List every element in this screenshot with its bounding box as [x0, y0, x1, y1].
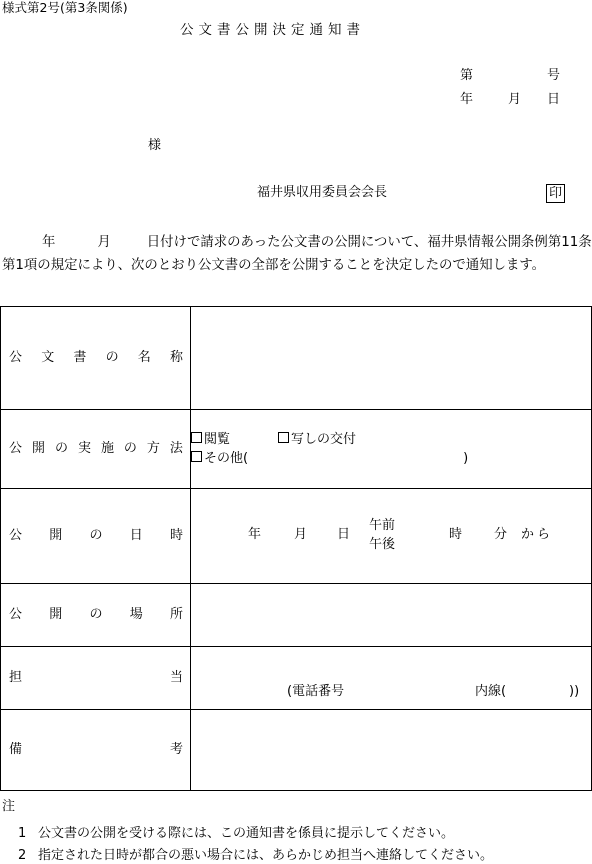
option-copy-label: 写しの交付 — [291, 432, 357, 447]
label-char: 備 — [9, 741, 23, 757]
checkbox-copy[interactable] — [278, 432, 289, 443]
label-char: 公 — [9, 440, 23, 456]
checkbox-other[interactable] — [191, 451, 202, 462]
addressee-suffix: 様 — [148, 138, 162, 153]
label-char: 時 — [169, 527, 183, 543]
label-char: 施 — [100, 440, 114, 456]
value-document-name — [191, 307, 592, 410]
date-year-label: 年 — [460, 92, 474, 107]
contact-close: )) — [569, 684, 580, 699]
note-number: 1 — [18, 826, 27, 841]
datetime-am-label: 午前 — [369, 518, 396, 533]
note-item — [18, 826, 454, 842]
datetime-pm-label: 午後 — [369, 537, 396, 552]
label-remarks — [1, 710, 191, 791]
number-suffix: 号 — [547, 68, 561, 83]
option-other-label: その他( — [204, 451, 249, 466]
table-row-disclosure-datetime — [1, 489, 592, 584]
label-char: 開 — [49, 606, 63, 622]
label-char: 担 — [9, 669, 23, 685]
label-char: の — [54, 440, 68, 456]
label-char: 場 — [129, 606, 143, 622]
label-char: 実 — [77, 440, 91, 456]
body-year-label: 年 — [42, 235, 56, 250]
contact-extension-label: 内線( — [475, 684, 507, 699]
label-char: 公 — [9, 527, 23, 543]
value-disclosure-place — [191, 584, 592, 647]
table-row-remarks — [1, 710, 592, 791]
label-char: の — [89, 527, 103, 543]
label-char: 当 — [169, 669, 183, 685]
label-char: 書 — [73, 349, 87, 365]
label-contact — [1, 647, 191, 710]
note-item — [18, 848, 493, 864]
datetime-minute-label: 分 — [494, 527, 508, 542]
note-text: 指定された日時が都合の悪い場合には、あらかじめ担当へ連絡してください。 — [38, 848, 494, 863]
notice-body — [2, 231, 592, 277]
datetime-year-label: 年 — [248, 527, 262, 542]
document-title: 公文書公開決定通知書 — [180, 22, 365, 38]
value-disclosure-datetime — [191, 489, 592, 584]
label-document-name — [1, 307, 191, 410]
table-row-document-name — [1, 307, 592, 410]
table-row-contact — [1, 647, 592, 710]
table-row-disclosure-method — [1, 410, 592, 489]
datetime-from-label: から — [521, 527, 554, 542]
label-char: 開 — [49, 527, 63, 543]
date-day-label: 日 — [547, 92, 561, 107]
value-remarks — [191, 710, 592, 791]
label-char: 公 — [9, 606, 23, 622]
value-contact — [191, 647, 592, 710]
note-text: 公文書の公開を受ける際には、この通知書を係員に提示してください。 — [38, 826, 455, 841]
label-disclosure-datetime — [1, 489, 191, 584]
datetime-month-label: 月 — [294, 527, 308, 542]
label-char: 公 — [9, 349, 23, 365]
label-char: の — [123, 440, 137, 456]
label-char: 方 — [146, 440, 160, 456]
sender-name: 福井県収用委員会会長 — [257, 185, 388, 200]
label-char: 文 — [41, 349, 55, 365]
body-month-label: 月 — [97, 235, 111, 250]
notice-table — [0, 306, 592, 791]
label-disclosure-method — [1, 410, 191, 489]
label-char: 名 — [137, 349, 151, 365]
seal-mark: 印 — [546, 184, 565, 203]
label-char: 称 — [169, 349, 183, 365]
number-prefix: 第 — [460, 68, 474, 83]
label-disclosure-place — [1, 584, 191, 647]
date-month-label: 月 — [508, 92, 522, 107]
body-text: 日付けで請求のあった公文書の公開について、福井県情報公開条例第11条第1項の規定により、次のとおり公文書の全部を公開することを決定したので通知します。 — [2, 235, 592, 273]
label-char: 所 — [169, 606, 183, 622]
label-char: の — [89, 606, 103, 622]
contact-phone-label: (電話番号 — [287, 684, 345, 699]
table-row-disclosure-place — [1, 584, 592, 647]
note-number: 2 — [18, 848, 27, 863]
notes-heading: 注 — [2, 799, 16, 814]
datetime-hour-label: 時 — [449, 527, 463, 542]
label-char: の — [105, 349, 119, 365]
option-viewing-label: 閲覧 — [204, 432, 231, 447]
form-label: 様式第2号(第3条関係) — [2, 0, 128, 15]
option-other-close: ) — [463, 451, 469, 466]
label-char: 法 — [169, 440, 183, 456]
label-char: 日 — [129, 527, 143, 543]
value-disclosure-method — [191, 410, 592, 489]
checkbox-viewing[interactable] — [191, 432, 202, 443]
datetime-day-label: 日 — [337, 527, 351, 542]
label-char: 考 — [169, 741, 183, 757]
label-char: 開 — [31, 440, 45, 456]
